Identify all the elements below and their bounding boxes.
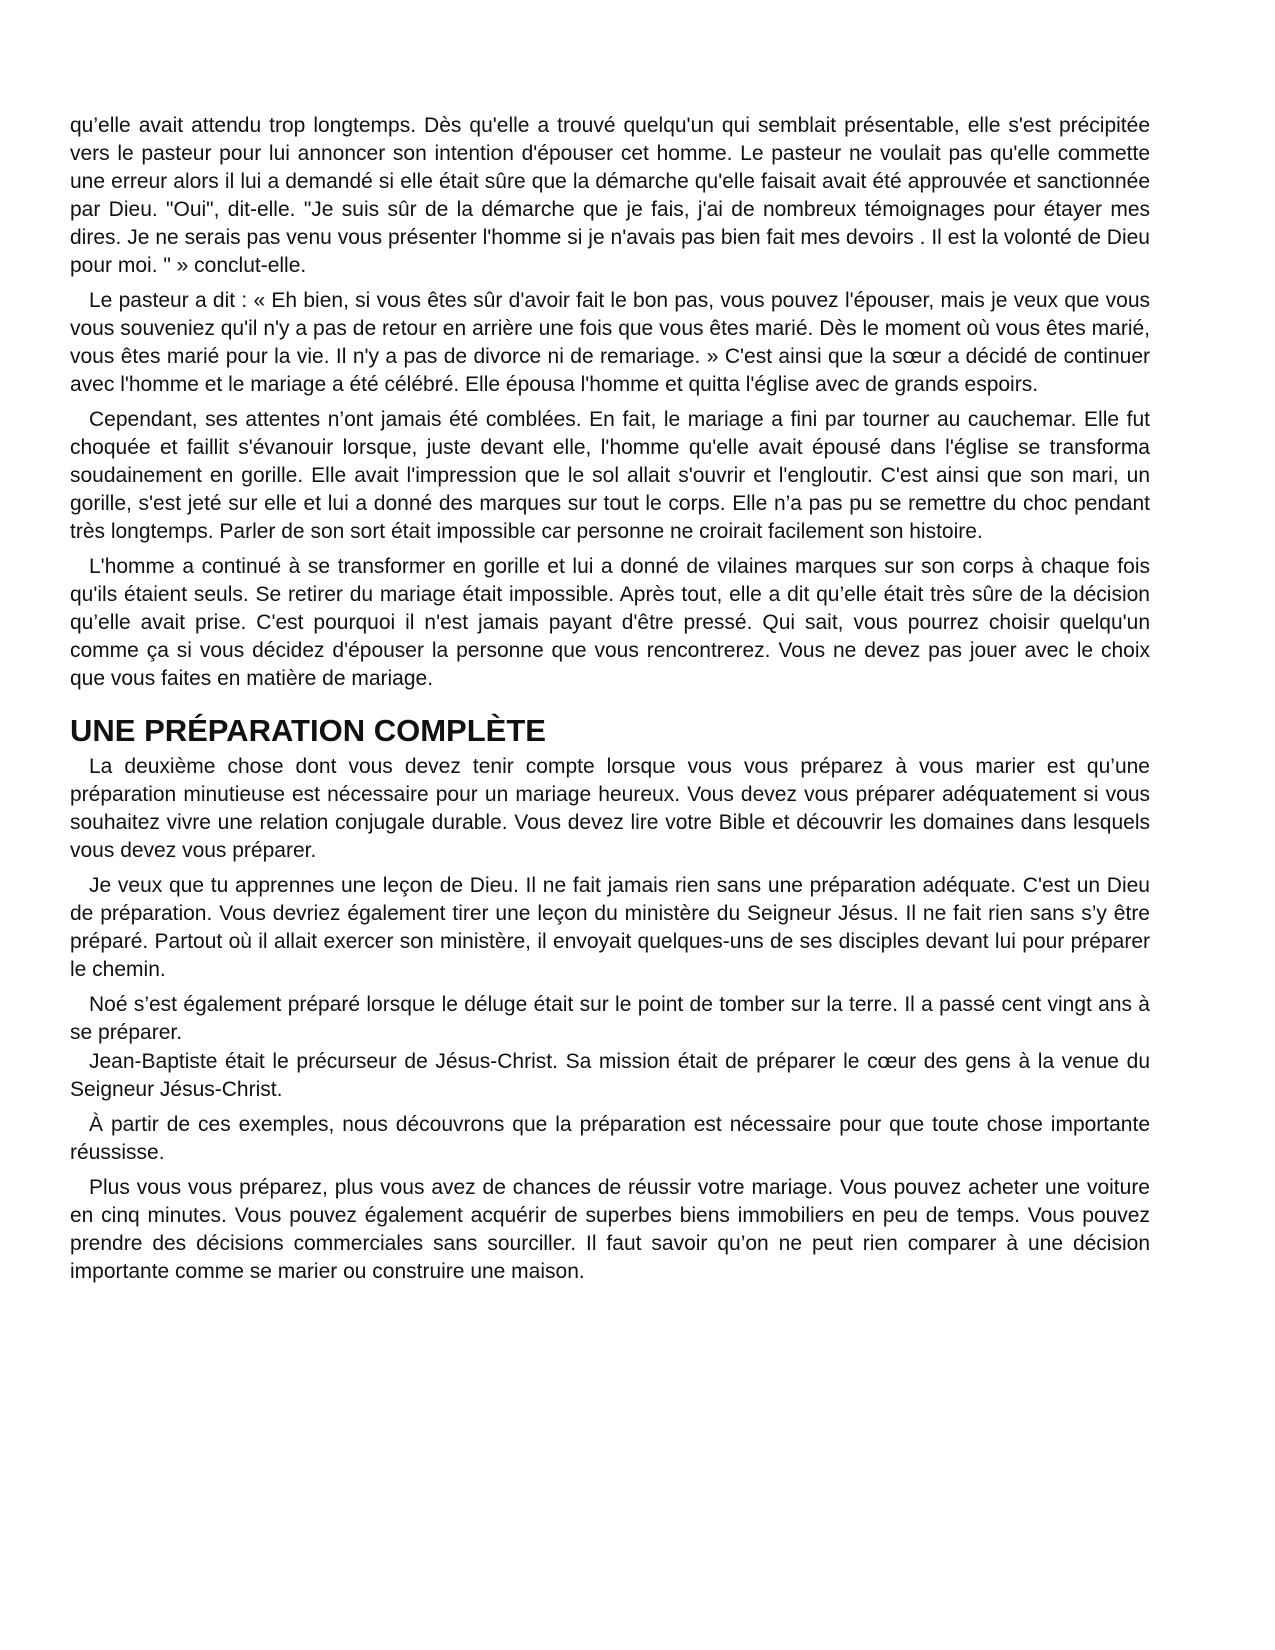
paragraph: L'homme a continué à se transformer en gorille et lui a donné de vilaines marques sur son corps à chaque fois qu'ils étaient seuls. Se retirer du mariage était impossible. Après tout, elle a dit qu’elle était très sûre de la décision qu’elle avait prise. C'est pourquoi il n'est jamais payant d'être pressé. Qui sait, vous pourrez choisir quelqu'un comme ça si vous décidez d'épouser la personne que vous rencontrerez. Vous ne devez pas jouer avec le choix que vous faites en matière de mariage.	[70, 555, 1150, 690]
paragraph: À partir de ces exemples, nous découvrons que la préparation est nécessaire pour que toute chose importante réussisse.	[70, 1113, 1150, 1164]
paragraph: Jean-Baptiste était le précurseur de Jésus-Christ. Sa mission était de préparer le cœur des gens à la venue du Seigneur Jésus-Christ.	[70, 1050, 1150, 1101]
paragraph: qu’elle avait attendu trop longtemps. Dès qu'elle a trouvé quelqu'un qui semblait présentable, elle s'est précipitée vers le pasteur pour lui annoncer son intention d'épouser cet homme. Le pasteur ne voulait pas qu'elle commette une erreur alors il lui a demandé si elle était sûre que la démarche qu'elle faisait avait été approuvée et sanctionnée par Dieu. "Oui", dit-elle. "Je suis sûr de la démarche que je fais, j'ai de nombreux témoignages pour étayer mes dires. Je ne serais pas venu vous présenter l'homme si je n'avais pas bien fait mes devoirs . Il est la volonté de Dieu pour moi. " » conclut-elle.	[70, 114, 1150, 277]
paragraph: La deuxième chose dont vous devez tenir compte lorsque vous vous préparez à vous marier est qu’une préparation minutieuse est nécessaire pour un mariage heureux. Vous devez vous préparer adéquatement si vous souhaitez vivre une relation conjugale durable. Vous devez lire votre Bible et découvrir les domaines dans lesquels vous devez vous préparer.	[70, 755, 1150, 862]
section-heading: UNE PRÉPARATION COMPLÈTE	[70, 713, 546, 748]
paragraph: Plus vous vous préparez, plus vous avez de chances de réussir votre mariage. Vous pouvez acheter une voiture en cinq minutes. Vous pouvez également acquérir de superbes biens immobiliers en peu de temps. Vous pouvez prendre des décisions commerciales sans sourciller. Il faut savoir qu’on ne peut rien comparer à une décision importante comme se marier ou construire une maison.	[70, 1176, 1150, 1283]
paragraph: Je veux que tu apprennes une leçon de Dieu. Il ne fait jamais rien sans une préparation adéquate. C'est un Dieu de préparation. Vous devriez également tirer une leçon du ministère du Seigneur Jésus. Il ne fait rien sans s’y être préparé. Partout où il allait exercer son ministère, il envoyait quelques-uns de ses disciples devant lui pour préparer le chemin.	[70, 874, 1150, 981]
document-page	[70, 112, 1150, 1293]
paragraph: Le pasteur a dit : « Eh bien, si vous êtes sûr d'avoir fait le bon pas, vous pouvez l'épouser, mais je veux que vous vous souveniez qu'il n'y a pas de retour en arrière une fois que vous êtes marié. Dès le moment où vous êtes marié, vous êtes marié pour la vie. Il n'y a pas de divorce ni de remariage. » C'est ainsi que la sœur a décidé de continuer avec l'homme et le mariage a été célébré. Elle épousa l'homme et quitta l'église avec de grands espoirs.	[70, 289, 1150, 396]
paragraph: Noé s’est également préparé lorsque le déluge était sur le point de tomber sur la terre. Il a passé cent vingt ans à se préparer.	[70, 993, 1150, 1044]
paragraph: Cependant, ses attentes n’ont jamais été comblées. En fait, le mariage a fini par tourner au cauchemar. Elle fut choquée et faillit s'évanouir lorsque, juste devant elle, l'homme qu'elle avait épousé dans l'église se transforma soudainement en gorille. Elle avait l'impression que le sol allait s'ouvrir et l'engloutir. C'est ainsi que son mari, un gorille, s'est jeté sur elle et lui a donné des marques sur tout le corps. Elle n’a pas pu se remettre du choc pendant très longtemps. Parler de son sort était impossible car personne ne croirait facilement son histoire.	[70, 408, 1150, 543]
